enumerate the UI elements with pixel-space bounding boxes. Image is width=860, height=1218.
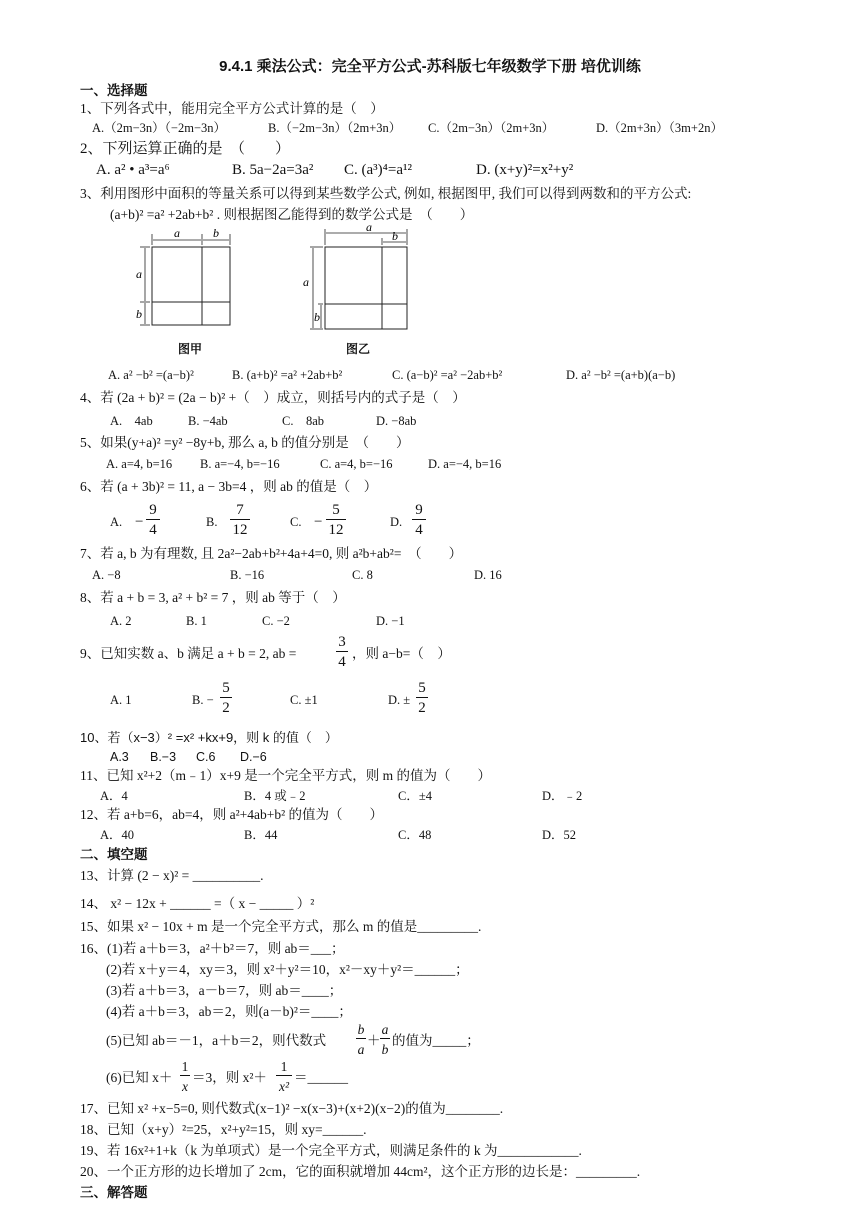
question-2-stem: 2、下列运算正确的是 （ ） bbox=[80, 141, 291, 157]
question-2-option-a: A. a² • a³=a⁶ bbox=[96, 162, 170, 178]
question-6-option-b-label: B. bbox=[206, 515, 218, 529]
figure-jia-label-b-side: b bbox=[136, 307, 142, 321]
question-17: 17、已知 x² +x−5=0, 则代数式(x−1)² −x(x−3)+(x+2)(x−2)的值为________. bbox=[80, 1101, 504, 1116]
question-16-part-5-frac2-numerator: a bbox=[381, 1022, 389, 1037]
question-6-option-c-sign: − bbox=[314, 514, 323, 530]
question-2-option-c: C. (a³)⁴=a¹² bbox=[344, 162, 412, 178]
question-10-option-a: A.3 bbox=[110, 750, 129, 764]
question-9-option-d-denominator: 2 bbox=[418, 700, 426, 716]
question-1-option-a: A.（2m−3n）（−2m−3n） bbox=[92, 121, 226, 135]
figure-yi-diagram bbox=[300, 224, 415, 339]
question-16-part-6-frac2-denominator: x² bbox=[278, 1079, 290, 1094]
question-16-part-6-frac2-numerator: 1 bbox=[276, 1058, 292, 1076]
question-16-part-5-frac2-denominator: b bbox=[381, 1042, 389, 1057]
question-16-part-6-mid: ＝3，则 x²＋ bbox=[192, 1070, 267, 1085]
question-9-stem-end: ，则 a−b=（ ） bbox=[352, 646, 451, 661]
question-11-option-b: B．4 或﹣2 bbox=[244, 789, 306, 803]
figure-yi-label-a-side: a bbox=[303, 275, 309, 289]
question-16-part-5-plus: ＋ bbox=[367, 1033, 381, 1048]
figure-yi-label-b-side: b bbox=[314, 310, 320, 324]
question-3-option-a: A. a² −b² =(a−b)² bbox=[108, 368, 194, 382]
question-11-option-c: C．±4 bbox=[398, 789, 432, 803]
question-16-part-3: (3)若 a＋b＝3，a－b＝7，则 ab＝____； bbox=[106, 983, 343, 998]
figure-jia-caption: 图甲 bbox=[178, 342, 203, 356]
question-9-option-c: C. ±1 bbox=[290, 693, 318, 707]
figure-yi-caption: 图乙 bbox=[346, 342, 371, 356]
question-16-part-5: (5)已知 ab＝－1，a＋b＝2，则代数式 bbox=[106, 1033, 327, 1048]
question-16-part-6: (6)已知 x＋ bbox=[106, 1070, 173, 1085]
question-7-option-d: D. 16 bbox=[474, 568, 502, 582]
question-13: 13、计算 (2 − x)² = __________. bbox=[80, 868, 264, 883]
question-3-option-b: B. (a+b)² =a² +2ab+b² bbox=[232, 368, 343, 382]
question-5-option-d: D. a=−4, b=16 bbox=[428, 457, 502, 471]
question-16-part-6-frac1-numerator: 1 bbox=[181, 1059, 189, 1074]
question-6-option-d-numerator: 9 bbox=[412, 502, 426, 520]
question-12-option-d: D．52 bbox=[542, 828, 577, 842]
question-7-stem: 7、若 a, b 为有理数, 且 2a²−2ab+b²+4a+4=0, 则 a²b+ab²= （ ） bbox=[80, 546, 463, 561]
question-5-option-a: A. a=4, b=16 bbox=[106, 457, 173, 471]
question-12-option-a: A．40 bbox=[100, 828, 135, 842]
question-16-part-5-end: 的值为_____； bbox=[392, 1033, 480, 1048]
question-12-stem: 12、若 a+b=6，ab=4，则 a²+4ab+b² 的值为（ ） bbox=[80, 807, 384, 822]
question-6-option-a-denominator: 4 bbox=[149, 522, 157, 538]
question-9-option-d-numerator: 5 bbox=[416, 680, 428, 698]
question-15: 15、如果 x² − 10x + m 是一个完全平方式，那么 m 的值是_________. bbox=[80, 919, 482, 934]
question-8-option-c: C. −2 bbox=[262, 614, 290, 628]
question-4-option-c: C. 8ab bbox=[282, 414, 325, 428]
question-9-stem: 9、已知实数 a、b 满足 a + b = 2, ab = bbox=[80, 646, 297, 661]
question-6-option-c-denominator: 12 bbox=[328, 522, 344, 538]
question-8-option-a: A. 2 bbox=[110, 614, 132, 628]
question-6-stem: 6、若 (a + 3b)² = 11, a − 3b=4 ，则 ab 的值是（ ） bbox=[80, 479, 378, 494]
question-6-option-a-sign: − bbox=[135, 514, 144, 530]
question-6-option-a-label: A. bbox=[110, 515, 123, 529]
question-9-option-b-numerator: 5 bbox=[220, 680, 232, 698]
question-16-part-4: (4)若 a＋b＝3，ab＝2，则(a－b)²＝____； bbox=[106, 1004, 352, 1019]
question-4-stem: 4、若 (2a + b)² = (2a − b)² +（ ）成立，则括号内的式子是（ ） bbox=[80, 390, 466, 405]
question-6-option-d-denominator: 4 bbox=[415, 522, 423, 538]
question-9-option-a: A. 1 bbox=[110, 693, 132, 707]
question-18: 18、已知（x+y）²=25，x²+y²=15，则 xy=______. bbox=[80, 1122, 367, 1137]
question-8-option-d: D. −1 bbox=[376, 614, 405, 628]
question-10-option-c: C.6 bbox=[196, 750, 216, 764]
section-heading-choice: 一、选择题 bbox=[80, 83, 148, 98]
question-5-option-b: B. a=−4, b=−16 bbox=[200, 457, 280, 471]
figure-jia-label-a: a bbox=[174, 228, 180, 240]
figure-jia-diagram bbox=[130, 228, 240, 338]
question-1-option-d: D.（2m+3n）（3m+2n） bbox=[596, 121, 723, 135]
question-2-option-d: D. (x+y)²=x²+y² bbox=[476, 162, 574, 178]
section-heading-fill-in: 二、填空题 bbox=[80, 847, 148, 862]
question-16-part-5-frac1-denominator: a bbox=[357, 1042, 365, 1057]
question-6-option-b-denominator: 12 bbox=[232, 522, 248, 538]
question-3-option-d: D. a² −b² =(a+b)(a−b) bbox=[566, 368, 676, 382]
question-4-option-b: B. −4ab bbox=[188, 414, 228, 428]
question-11-stem: 11、已知 x²+2（m﹣1）x+9 是一个完全平方式，则 m 的值为（ ） bbox=[80, 768, 492, 783]
question-16-part-5-frac1-numerator: b bbox=[357, 1022, 365, 1037]
question-3-stem: 3、利用图形中面积的等量关系可以得到某些数学公式, 例如, 根据图甲, 我们可以得到两数和的平方公式: bbox=[80, 186, 692, 201]
question-8-stem: 8、若 a + b = 3, a² + b² = 7 ，则 ab 等于（ ） bbox=[80, 590, 346, 605]
section-heading-solve: 三、解答题 bbox=[80, 1185, 148, 1200]
question-10-option-b: B.−3 bbox=[150, 750, 177, 764]
question-7-option-a: A. −8 bbox=[92, 568, 121, 582]
question-11-option-d: D．﹣2 bbox=[542, 789, 583, 803]
question-6-option-a-numerator: 9 bbox=[146, 502, 160, 520]
question-6-option-c-label: C. bbox=[290, 515, 302, 529]
question-16-part-6-end: ＝______ bbox=[294, 1070, 348, 1085]
question-4-option-a: A. 4ab bbox=[110, 414, 153, 428]
question-9-option-d-label: D. ± bbox=[388, 693, 411, 707]
question-6-option-c-numerator: 5 bbox=[326, 502, 346, 520]
question-10-option-d: D.−6 bbox=[240, 750, 267, 764]
question-7-option-b: B. −16 bbox=[230, 568, 265, 582]
question-1-option-c: C.（2m−3n）（2m+3n） bbox=[428, 121, 555, 135]
question-3-stem-formula: (a+b)² =a² +2ab+b² . 则根据图乙能得到的数学公式是 （ ） bbox=[110, 207, 474, 222]
question-16-part-1: 16、(1)若 a＋b＝3，a²＋b²＝7，则 ab＝___； bbox=[80, 941, 345, 956]
question-9-stem-numerator: 3 bbox=[336, 634, 348, 652]
question-16-part-6-frac1-denominator: x bbox=[182, 1079, 188, 1094]
question-12-option-b: B．44 bbox=[244, 828, 278, 842]
figure-yi-label-b: b bbox=[392, 229, 398, 243]
figure-yi-label-a: a bbox=[366, 224, 372, 234]
question-2-option-b: B. 5a−2a=3a² bbox=[232, 162, 314, 178]
question-1-option-b: B.（−2m−3n）（2m+3n） bbox=[268, 121, 402, 135]
question-10-stem: 10、若（x−3）² =x² +kx+9，则 k 的值（ ） bbox=[80, 730, 338, 745]
question-9-option-b-denominator: 2 bbox=[222, 700, 230, 716]
figure-jia-label-a-side: a bbox=[136, 267, 142, 281]
question-16-part-2: (2)若 x＋y＝4，xy＝3，则 x²＋y²＝10，x²－xy＋y²＝______； bbox=[106, 962, 469, 977]
question-9-stem-denominator: 4 bbox=[338, 654, 346, 670]
question-14: 14、 x² − 12x + ______ =（ x − _____ ）² bbox=[80, 896, 315, 911]
question-19: 19、若 16x²+1+k（k 为单项式）是一个完全平方式，则满足条件的 k 为____________. bbox=[80, 1143, 582, 1158]
question-4-option-d: D. −8ab bbox=[376, 414, 417, 428]
page-title: 9.4.1 乘法公式：完全平方公式-苏科版七年级数学下册 培优训练 bbox=[219, 58, 641, 75]
question-5-stem: 5、如果(y+a)² =y² −8y+b, 那么 a, b 的值分别是 （ ） bbox=[80, 435, 410, 450]
question-3-option-c: C. (a−b)² =a² −2ab+b² bbox=[392, 368, 503, 382]
question-6-option-d-label: D. bbox=[390, 515, 403, 529]
question-6-option-b-numerator: 7 bbox=[230, 502, 250, 520]
question-1-stem: 1、下列各式中，能用完全平方公式计算的是（ ） bbox=[80, 101, 384, 116]
question-8-option-b: B. 1 bbox=[186, 614, 207, 628]
figure-jia-label-b: b bbox=[213, 228, 219, 240]
question-5-option-c: C. a=4, b=−16 bbox=[320, 457, 393, 471]
question-11-option-a: A．4 bbox=[100, 789, 128, 803]
question-9-option-b-label: B. − bbox=[192, 693, 214, 707]
question-12-option-c: C．48 bbox=[398, 828, 432, 842]
question-7-option-c: C. 8 bbox=[352, 568, 373, 582]
question-20: 20、一个正方形的边长增加了 2cm，它的面积就增加 44cm²，这个正方形的边长是：_________. bbox=[80, 1164, 641, 1179]
